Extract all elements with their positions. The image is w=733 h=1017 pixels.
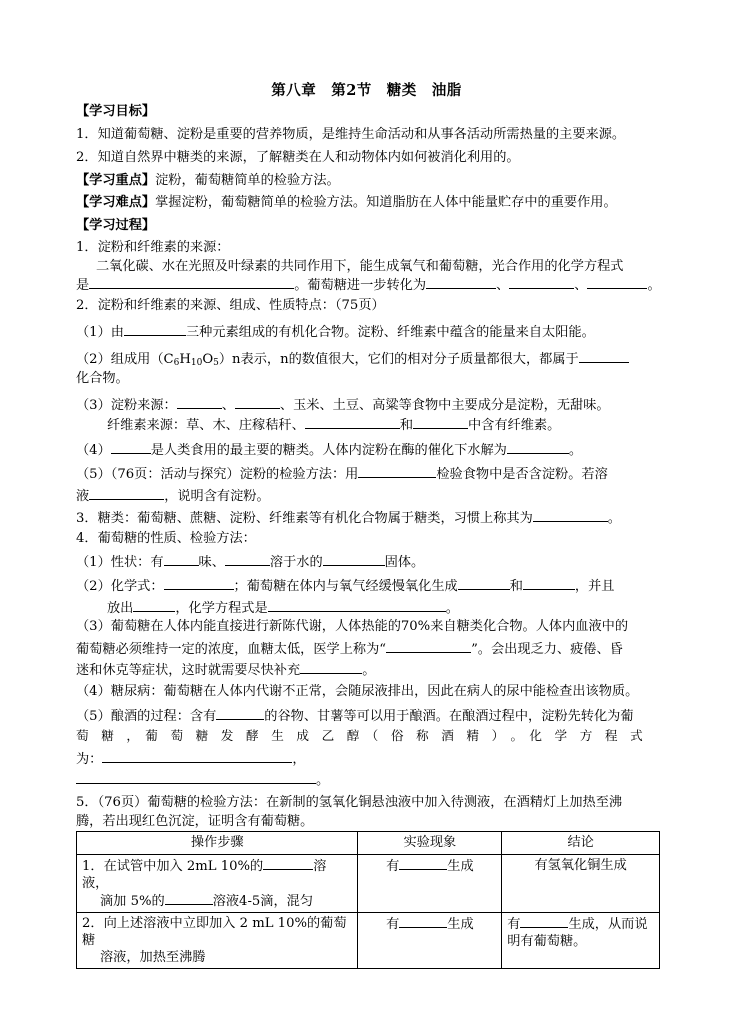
blank[interactable] (509, 276, 574, 289)
header-phenomenon: 实验现象 (358, 832, 502, 855)
text: 。 (362, 663, 376, 678)
blank[interactable] (164, 553, 199, 566)
text: （1）性状：有 (76, 555, 164, 570)
table-row (77, 855, 660, 913)
blank[interactable] (111, 441, 151, 454)
text: 固体。 (384, 555, 425, 570)
page-title: 第八章 第2节 糖类 油脂 (271, 82, 462, 99)
step-2 (77, 913, 358, 969)
blank[interactable] (579, 350, 629, 363)
item-4-4: （4）糖尿病：葡萄糖在人体内代谢不正常，会随尿液排出，因此在病人的尿中能检查出该物质。 (76, 684, 639, 699)
text: 、 (496, 278, 510, 293)
text: （5）（76页：活动与探究）淀粉的检验方法：用 (76, 467, 359, 482)
blank[interactable] (399, 857, 447, 870)
text: 有 (386, 859, 400, 874)
diff-header: 【学习难点】 (76, 195, 156, 210)
step-1-line1 (82, 857, 352, 892)
blank[interactable] (386, 640, 471, 653)
blank[interactable] (413, 416, 468, 429)
item-4-3-b (76, 640, 661, 658)
item-2-4 (76, 441, 661, 459)
step-1-line2 (82, 892, 352, 910)
photosynthesis-text: 二氧化碳、水在光照及叶绿素的共同作用下，能生成氧气和葡萄糖，光合作用的化学方程式 (96, 259, 624, 274)
step-1 (77, 855, 358, 913)
item-2-5-cont (76, 487, 661, 505)
goal-1: 1．知道葡萄糖、淀粉是重要的营养物质，是维持生命活动和从事各活动所需热量的主要来源。 (76, 127, 626, 142)
text: ）n表示，n的数值很大，它们的相对分子质量都很大，都属于 (218, 352, 579, 367)
text: （1）由 (76, 325, 124, 340)
header-steps: 操作步骤 (77, 832, 358, 855)
text: 。葡萄糖进一步转化为 (294, 278, 427, 293)
text: 和 (399, 418, 413, 433)
process-header: 【学习过程】 (76, 218, 156, 233)
text: 、 (221, 398, 235, 413)
blank[interactable] (300, 661, 362, 674)
text: 生成，从而说 (568, 917, 648, 932)
blank[interactable] (216, 707, 264, 720)
blank[interactable] (235, 396, 280, 409)
conclusion-2-line1 (507, 915, 654, 933)
blank[interactable] (426, 276, 496, 289)
text: 、玉米、土豆、高粱等食物中主要成分是淀粉，无甜味。 (279, 398, 610, 413)
phenomenon-1 (358, 855, 502, 913)
blank[interactable] (76, 771, 316, 784)
experiment-table (76, 831, 660, 969)
blank[interactable] (305, 416, 400, 429)
item-2-2 (76, 350, 661, 371)
text: ；葡萄糖在体内与氧气经缓慢氧化生成 (233, 579, 458, 594)
text: 是人类食用的最主要的糖类。人体内淀粉在酶的催化下水解为 (150, 443, 507, 458)
text: ，并且 (574, 579, 615, 594)
text: 是 (76, 278, 90, 293)
blank[interactable] (263, 857, 313, 870)
blank[interactable] (268, 599, 446, 612)
text: （2）组成用（C (76, 352, 174, 367)
blank[interactable] (89, 487, 164, 500)
text: 1．在试管中加入 2mL 10%的 (82, 859, 264, 874)
table-header-row (77, 832, 660, 855)
item-2-5 (76, 465, 661, 483)
step-2-line1: 2．向上述溶液中立即加入 2 mL 10%的葡萄糖 (82, 916, 347, 948)
text: 放出 (107, 601, 134, 616)
item-4-5-d (76, 771, 661, 789)
blank[interactable] (133, 599, 175, 612)
blank[interactable] (124, 323, 186, 336)
text: ， (292, 752, 306, 767)
text: O (202, 352, 214, 367)
section-3 (76, 509, 661, 527)
blank[interactable] (225, 553, 270, 566)
blank[interactable] (323, 553, 385, 566)
item-2-2-cont: 化合物。 (76, 371, 129, 386)
goals-header: 【学习目标】 (76, 104, 156, 119)
text: 。 (647, 278, 661, 293)
text: （4） (76, 443, 111, 458)
text: 。 (568, 443, 583, 458)
item-2-1 (76, 323, 661, 341)
text: 溶液， (82, 859, 327, 891)
text: 溶液4-5滴，混匀 (212, 894, 314, 909)
text: 为： (76, 752, 103, 767)
photosynthesis-blanks (76, 276, 661, 294)
text: （5）酿酒的过程：含有 (76, 709, 217, 724)
text: 生成 (447, 917, 474, 932)
text: 和 (509, 579, 523, 594)
blank[interactable] (164, 577, 234, 590)
header-conclusion: 结论 (502, 832, 660, 855)
blank[interactable] (102, 750, 292, 763)
text: ”。会出现乏力、疲倦、昏 (471, 642, 623, 657)
section-1-title: 1．淀粉和纤维素的来源： (76, 240, 230, 255)
text: 有 (386, 917, 400, 932)
text: 味、 (198, 555, 225, 570)
section-4-title: 4．葡萄糖的性质、检验方法： (76, 531, 256, 546)
subscript: 6 (173, 358, 180, 368)
key-text: 淀粉，葡萄糖简单的检验方法。 (155, 173, 340, 188)
step-2-line2: 溶液，加热至沸腾 (100, 950, 206, 965)
blank[interactable] (458, 577, 510, 590)
key-header: 【学习重点】 (76, 173, 156, 188)
item-4-1 (76, 553, 661, 571)
text: ，说明含有淀粉。 (164, 489, 270, 504)
section-5-cont: 腾，若出现红色沉淀，证明含有葡萄糖。 (76, 814, 314, 829)
conclusion-1: 有氢氧化铜生成 (502, 855, 660, 913)
item-4-5-b: 萄 糖 ， 葡 萄 糖 发 酵 生 成 乙 醇 （ 俗 称 酒 精 ） 。 化 学 方 程 式 (76, 728, 643, 743)
conclusion-2 (502, 913, 660, 969)
blank[interactable] (520, 915, 568, 928)
blank[interactable] (165, 892, 213, 905)
text: 有 (507, 917, 521, 932)
item-4-5 (76, 707, 661, 725)
item-4-5-c (76, 750, 661, 768)
text: 迷和休克等症状，这时就需要尽快补充 (76, 663, 301, 678)
text: 。 (607, 511, 621, 526)
text: 生成 (447, 859, 474, 874)
item-4-2 (76, 577, 661, 595)
text: 葡萄糖必须维持一定的浓度，血糖太低，医学上称为“ (76, 642, 387, 657)
text: 、 (574, 278, 588, 293)
text: 中含有纤维素。 (468, 418, 561, 433)
text: 液 (76, 489, 90, 504)
blank[interactable] (523, 577, 575, 590)
text: H (179, 352, 191, 367)
diff-text: 掌握淀粉，葡萄糖简单的检验方法。知道脂肪在人体中能量贮存中的重要作用。 (155, 195, 617, 210)
text: 滴加 5%的 (100, 894, 165, 909)
key-points (76, 173, 661, 189)
blank[interactable] (507, 441, 569, 454)
text: 的谷物、甘薯等可以用于酿酒。在酿酒过程中，淀粉先转化为葡 (264, 709, 634, 724)
table-row (77, 913, 660, 969)
text: （3）淀粉来源： (76, 398, 177, 413)
section-2-title: 2．淀粉和纤维素的来源、组成、性质特点：（75页） (76, 298, 385, 313)
item-4-2-cont (107, 599, 692, 617)
text: ，化学方程式是 (175, 601, 268, 616)
text: 。 (445, 601, 459, 616)
phenomenon-2 (358, 913, 502, 969)
goal-2: 2．知道自然界中糖类的来源，了解糖类在人和动物体内如何被消化利用的。 (76, 150, 520, 165)
blank[interactable] (399, 915, 447, 928)
text: 检验食物中是否含淀粉。若溶 (436, 467, 608, 482)
blank[interactable] (177, 396, 222, 409)
text: 三种元素组成的有机化合物。淀粉、纤维素中蕴含的能量来自太阳能。 (185, 325, 595, 340)
section-5: 5．（76页）葡萄糖的检验方法：在新制的氢氧化铜悬浊液中加入待测液，在酒精灯上加热至沸 (76, 795, 623, 810)
blank[interactable] (89, 276, 294, 289)
item-4-3-c (76, 661, 661, 679)
text: 溶于水的 (269, 555, 323, 570)
text: 3．糖类：葡萄糖、蔗糖、淀粉、纤维素等有机化合物属于糖类，习惯上称其为 (76, 511, 533, 526)
difficult-points (76, 195, 661, 211)
text: 。 (316, 773, 330, 788)
item-2-3 (76, 396, 661, 414)
blank[interactable] (533, 509, 608, 522)
text: （2）化学式： (76, 579, 164, 594)
blank[interactable] (358, 465, 436, 478)
subscript: 5 (213, 358, 219, 368)
conclusion-2-line2: 明有葡萄糖。 (507, 934, 587, 949)
item-4-3: （3）葡萄糖在人体内能直接进行新陈代谢，人体热能的70%来自糖类化合物。人体内血液中的 (76, 619, 629, 634)
subscript: 10 (190, 358, 203, 368)
blank[interactable] (587, 276, 647, 289)
item-2-3-cellulose (107, 416, 692, 434)
text: 纤维素来源：草、木、庄稼秸秆、 (107, 418, 305, 433)
